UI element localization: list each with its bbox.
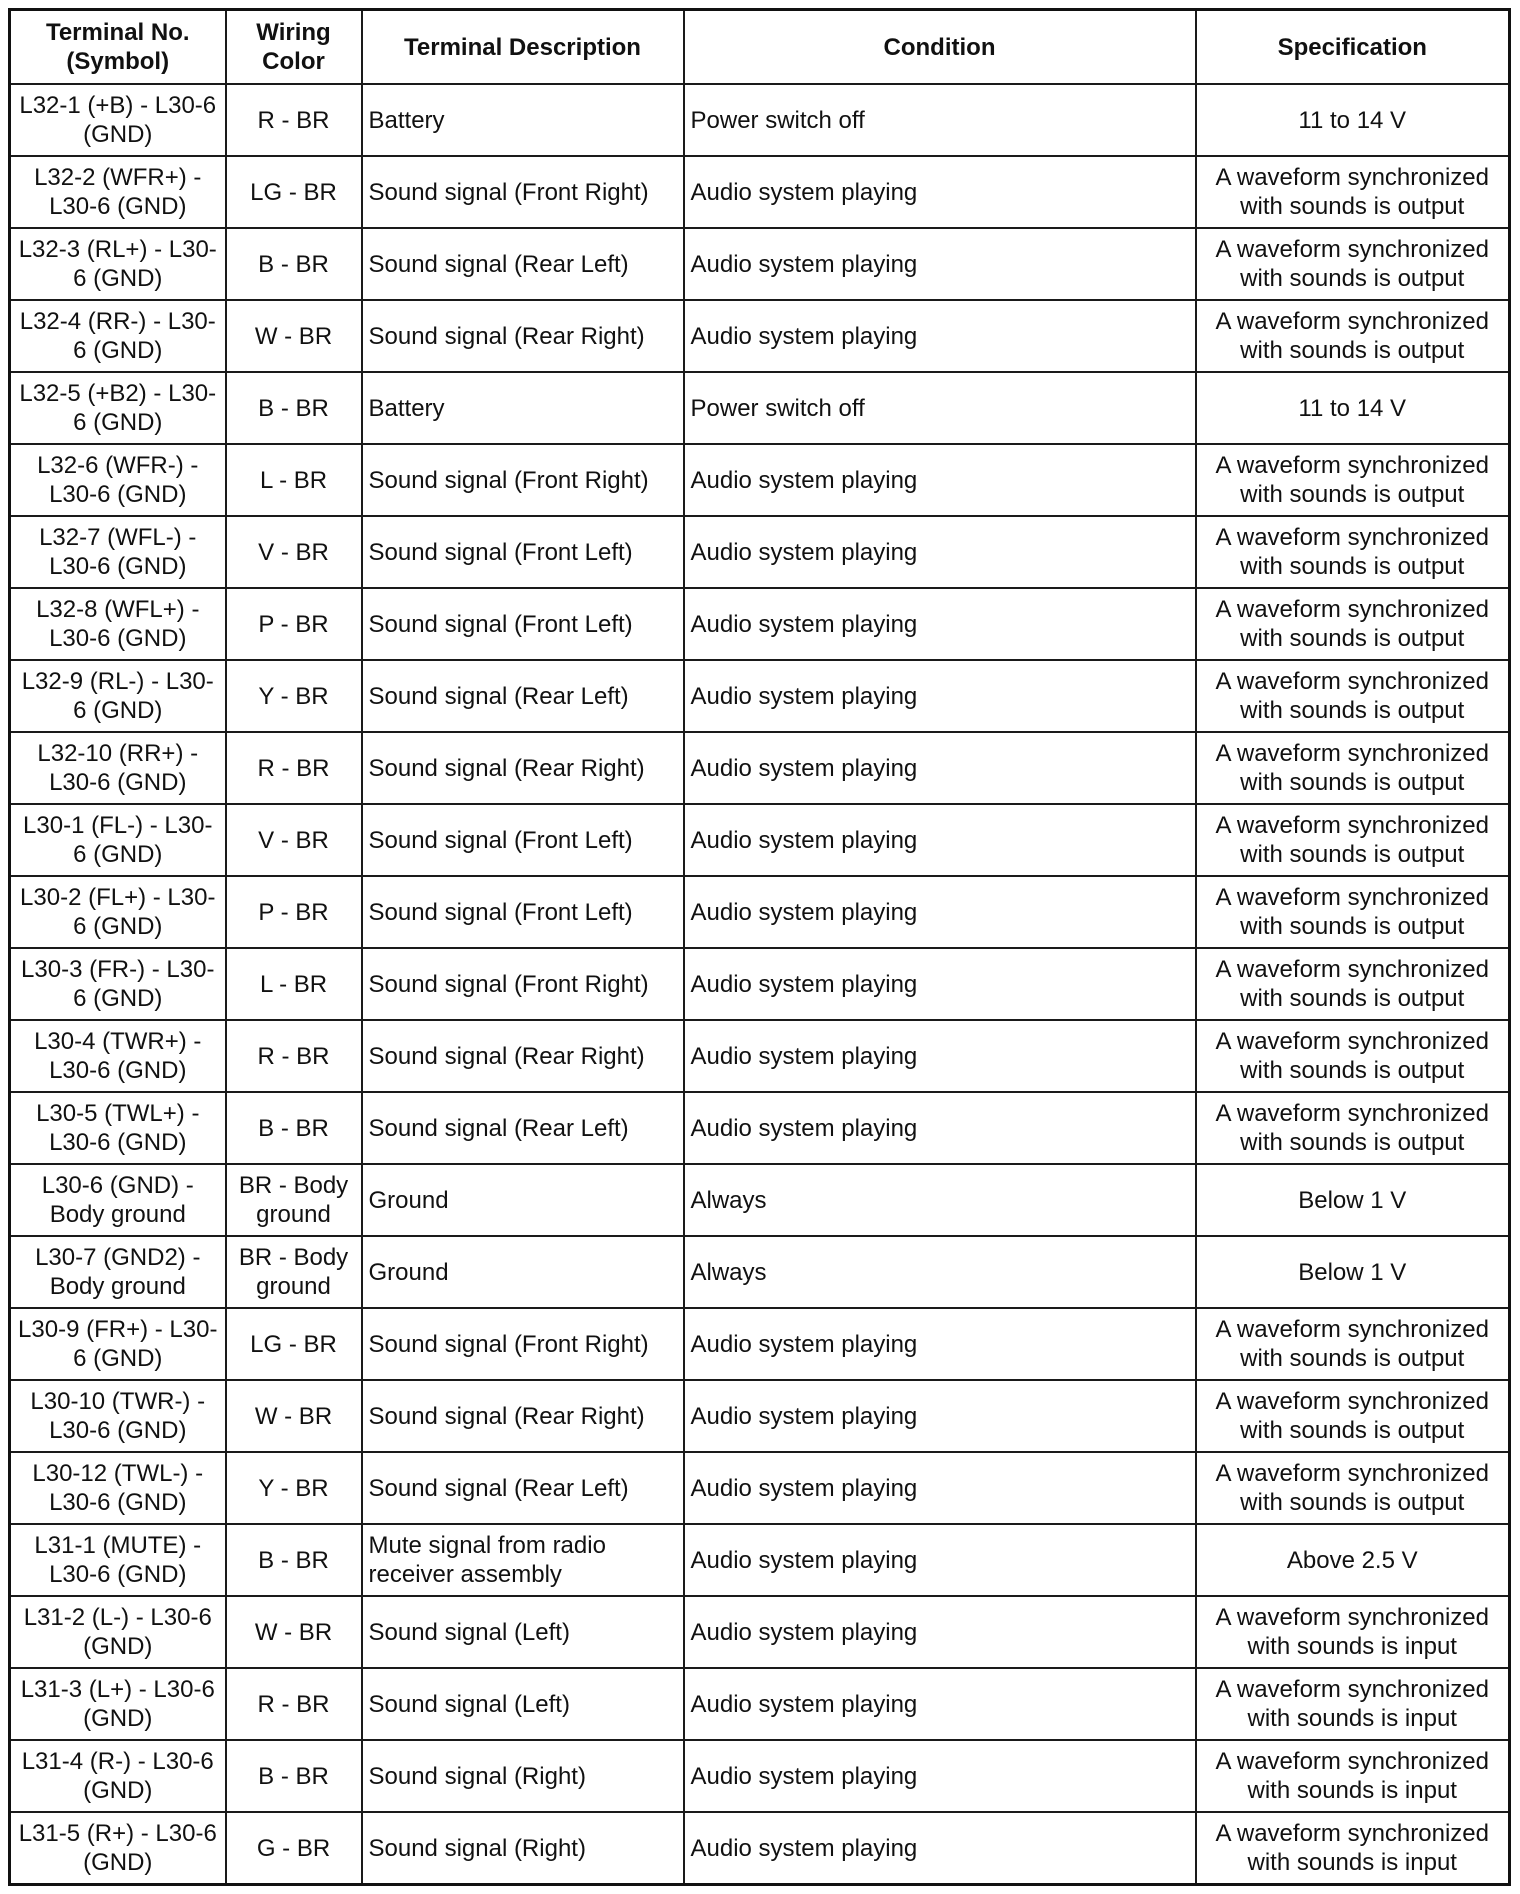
cell-terminal: L32-10 (RR+) - L30-6 (GND) xyxy=(10,732,226,804)
cell-specification: A waveform synchronized with sounds is output xyxy=(1196,876,1510,948)
cell-wiring-color: R - BR xyxy=(226,1020,362,1092)
cell-wiring-color: B - BR xyxy=(226,372,362,444)
cell-wiring-color: V - BR xyxy=(226,804,362,876)
cell-wiring-color: W - BR xyxy=(226,1380,362,1452)
cell-description: Ground xyxy=(362,1236,684,1308)
cell-terminal: L32-9 (RL-) - L30-6 (GND) xyxy=(10,660,226,732)
cell-specification: A waveform synchronized with sounds is output xyxy=(1196,1380,1510,1452)
table-row xyxy=(10,1812,1510,1885)
cell-wiring-color: Y - BR xyxy=(226,1452,362,1524)
cell-description: Sound signal (Front Left) xyxy=(362,588,684,660)
cell-description: Sound signal (Front Right) xyxy=(362,444,684,516)
cell-specification: A waveform synchronized with sounds is output xyxy=(1196,1308,1510,1380)
table-row xyxy=(10,1020,1510,1092)
cell-terminal: L32-1 (+B) - L30-6 (GND) xyxy=(10,84,226,156)
cell-condition: Always xyxy=(684,1236,1196,1308)
table-row xyxy=(10,1092,1510,1164)
cell-specification: A waveform synchronized with sounds is output xyxy=(1196,804,1510,876)
table-row xyxy=(10,1308,1510,1380)
table-body xyxy=(10,84,1510,1885)
cell-specification: A waveform synchronized with sounds is input xyxy=(1196,1596,1510,1668)
cell-specification: A waveform synchronized with sounds is output xyxy=(1196,1452,1510,1524)
cell-condition: Audio system playing xyxy=(684,1524,1196,1596)
cell-terminal: L32-2 (WFR+) - L30-6 (GND) xyxy=(10,156,226,228)
cell-description: Sound signal (Right) xyxy=(362,1812,684,1885)
cell-specification: 11 to 14 V xyxy=(1196,372,1510,444)
cell-wiring-color: B - BR xyxy=(226,1524,362,1596)
table-row xyxy=(10,1740,1510,1812)
cell-terminal: L31-4 (R-) - L30-6 (GND) xyxy=(10,1740,226,1812)
cell-condition: Audio system playing xyxy=(684,156,1196,228)
cell-wiring-color: G - BR xyxy=(226,1812,362,1885)
table-row xyxy=(10,660,1510,732)
cell-wiring-color: LG - BR xyxy=(226,156,362,228)
cell-terminal: L30-5 (TWL+) - L30-6 (GND) xyxy=(10,1092,226,1164)
cell-description: Sound signal (Left) xyxy=(362,1668,684,1740)
cell-condition: Audio system playing xyxy=(684,1452,1196,1524)
cell-wiring-color: BR - Body ground xyxy=(226,1164,362,1236)
cell-terminal: L31-2 (L-) - L30-6 (GND) xyxy=(10,1596,226,1668)
cell-specification: A waveform synchronized with sounds is output xyxy=(1196,228,1510,300)
cell-description: Sound signal (Right) xyxy=(362,1740,684,1812)
cell-specification: A waveform synchronized with sounds is output xyxy=(1196,588,1510,660)
cell-terminal: L32-8 (WFL+) - L30-6 (GND) xyxy=(10,588,226,660)
cell-terminal: L30-6 (GND) - Body ground xyxy=(10,1164,226,1236)
cell-description: Sound signal (Rear Left) xyxy=(362,1452,684,1524)
cell-specification: Above 2.5 V xyxy=(1196,1524,1510,1596)
cell-description: Battery xyxy=(362,84,684,156)
cell-terminal: L31-5 (R+) - L30-6 (GND) xyxy=(10,1812,226,1885)
cell-description: Sound signal (Front Right) xyxy=(362,156,684,228)
cell-description: Sound signal (Front Right) xyxy=(362,1308,684,1380)
cell-description: Sound signal (Rear Left) xyxy=(362,228,684,300)
cell-terminal: L30-2 (FL+) - L30-6 (GND) xyxy=(10,876,226,948)
cell-description: Sound signal (Rear Right) xyxy=(362,1380,684,1452)
cell-terminal: L30-10 (TWR-) - L30-6 (GND) xyxy=(10,1380,226,1452)
cell-wiring-color: V - BR xyxy=(226,516,362,588)
cell-specification: A waveform synchronized with sounds is output xyxy=(1196,660,1510,732)
cell-condition: Audio system playing xyxy=(684,228,1196,300)
table-row xyxy=(10,372,1510,444)
cell-condition: Audio system playing xyxy=(684,660,1196,732)
cell-description: Battery xyxy=(362,372,684,444)
cell-description: Sound signal (Front Left) xyxy=(362,516,684,588)
table-row xyxy=(10,228,1510,300)
cell-wiring-color: B - BR xyxy=(226,228,362,300)
cell-wiring-color: R - BR xyxy=(226,84,362,156)
cell-specification: A waveform synchronized with sounds is output xyxy=(1196,516,1510,588)
table-row xyxy=(10,84,1510,156)
cell-condition: Audio system playing xyxy=(684,300,1196,372)
cell-specification: A waveform synchronized with sounds is output xyxy=(1196,732,1510,804)
table-row xyxy=(10,804,1510,876)
cell-condition: Audio system playing xyxy=(684,1020,1196,1092)
cell-condition: Audio system playing xyxy=(684,732,1196,804)
cell-condition: Audio system playing xyxy=(684,1380,1196,1452)
cell-wiring-color: W - BR xyxy=(226,300,362,372)
cell-wiring-color: R - BR xyxy=(226,732,362,804)
cell-wiring-color: L - BR xyxy=(226,444,362,516)
cell-specification: A waveform synchronized with sounds is output xyxy=(1196,300,1510,372)
cell-terminal: L30-9 (FR+) - L30-6 (GND) xyxy=(10,1308,226,1380)
table-row xyxy=(10,1452,1510,1524)
cell-specification: 11 to 14 V xyxy=(1196,84,1510,156)
cell-description: Sound signal (Left) xyxy=(362,1596,684,1668)
cell-condition: Audio system playing xyxy=(684,1092,1196,1164)
table-row xyxy=(10,156,1510,228)
cell-specification: A waveform synchronized with sounds is output xyxy=(1196,156,1510,228)
cell-specification: A waveform synchronized with sounds is input xyxy=(1196,1740,1510,1812)
cell-description: Sound signal (Rear Left) xyxy=(362,1092,684,1164)
cell-specification: A waveform synchronized with sounds is output xyxy=(1196,1092,1510,1164)
cell-condition: Audio system playing xyxy=(684,1668,1196,1740)
cell-specification: A waveform synchronized with sounds is input xyxy=(1196,1812,1510,1885)
cell-specification: A waveform synchronized with sounds is input xyxy=(1196,1668,1510,1740)
table-row xyxy=(10,300,1510,372)
cell-condition: Audio system playing xyxy=(684,444,1196,516)
cell-condition: Audio system playing xyxy=(684,588,1196,660)
cell-description: Sound signal (Rear Right) xyxy=(362,732,684,804)
cell-condition: Audio system playing xyxy=(684,1596,1196,1668)
cell-terminal: L32-4 (RR-) - L30-6 (GND) xyxy=(10,300,226,372)
header-description: Terminal Description xyxy=(362,10,684,85)
cell-condition: Audio system playing xyxy=(684,1812,1196,1885)
cell-condition: Audio system playing xyxy=(684,1308,1196,1380)
cell-terminal: L30-4 (TWR+) - L30-6 (GND) xyxy=(10,1020,226,1092)
terminal-spec-table xyxy=(8,8,1511,1886)
cell-wiring-color: BR - Body ground xyxy=(226,1236,362,1308)
cell-description: Sound signal (Front Left) xyxy=(362,876,684,948)
cell-terminal: L30-1 (FL-) - L30-6 (GND) xyxy=(10,804,226,876)
cell-wiring-color: B - BR xyxy=(226,1740,362,1812)
cell-wiring-color: L - BR xyxy=(226,948,362,1020)
table-row xyxy=(10,876,1510,948)
cell-specification: Below 1 V xyxy=(1196,1236,1510,1308)
terminal-spec-sheet xyxy=(8,8,1508,1886)
table-row xyxy=(10,1164,1510,1236)
cell-specification: A waveform synchronized with sounds is output xyxy=(1196,1020,1510,1092)
table-header xyxy=(10,10,1510,85)
cell-wiring-color: P - BR xyxy=(226,588,362,660)
table-row xyxy=(10,444,1510,516)
cell-terminal: L31-3 (L+) - L30-6 (GND) xyxy=(10,1668,226,1740)
cell-terminal: L32-6 (WFR-) - L30-6 (GND) xyxy=(10,444,226,516)
table-row xyxy=(10,732,1510,804)
cell-condition: Audio system playing xyxy=(684,804,1196,876)
cell-description: Sound signal (Front Left) xyxy=(362,804,684,876)
cell-condition: Audio system playing xyxy=(684,876,1196,948)
cell-wiring-color: P - BR xyxy=(226,876,362,948)
table-row xyxy=(10,1524,1510,1596)
table-row xyxy=(10,1236,1510,1308)
cell-specification: A waveform synchronized with sounds is output xyxy=(1196,948,1510,1020)
header-row xyxy=(10,10,1510,85)
cell-terminal: L32-7 (WFL-) - L30-6 (GND) xyxy=(10,516,226,588)
cell-condition: Audio system playing xyxy=(684,948,1196,1020)
cell-description: Ground xyxy=(362,1164,684,1236)
cell-description: Sound signal (Rear Left) xyxy=(362,660,684,732)
cell-condition: Power switch off xyxy=(684,84,1196,156)
cell-wiring-color: LG - BR xyxy=(226,1308,362,1380)
cell-terminal: L30-12 (TWL-) - L30-6 (GND) xyxy=(10,1452,226,1524)
cell-terminal: L32-3 (RL+) - L30-6 (GND) xyxy=(10,228,226,300)
header-condition: Condition xyxy=(684,10,1196,85)
cell-wiring-color: W - BR xyxy=(226,1596,362,1668)
cell-specification: A waveform synchronized with sounds is output xyxy=(1196,444,1510,516)
cell-description: Sound signal (Front Right) xyxy=(362,948,684,1020)
table-row xyxy=(10,588,1510,660)
cell-condition: Audio system playing xyxy=(684,516,1196,588)
cell-terminal: L30-7 (GND2) - Body ground xyxy=(10,1236,226,1308)
cell-description: Mute signal from radio receiver assembly xyxy=(362,1524,684,1596)
cell-description: Sound signal (Rear Right) xyxy=(362,1020,684,1092)
table-row xyxy=(10,948,1510,1020)
cell-wiring-color: Y - BR xyxy=(226,660,362,732)
cell-terminal: L31-1 (MUTE) - L30-6 (GND) xyxy=(10,1524,226,1596)
cell-wiring-color: B - BR xyxy=(226,1092,362,1164)
table-row xyxy=(10,1380,1510,1452)
header-wiring-color: Wiring Color xyxy=(226,10,362,85)
cell-condition: Audio system playing xyxy=(684,1740,1196,1812)
cell-specification: Below 1 V xyxy=(1196,1164,1510,1236)
cell-terminal: L30-3 (FR-) - L30-6 (GND) xyxy=(10,948,226,1020)
header-terminal: Terminal No. (Symbol) xyxy=(10,10,226,85)
header-specification: Specification xyxy=(1196,10,1510,85)
table-row xyxy=(10,516,1510,588)
cell-terminal: L32-5 (+B2) - L30-6 (GND) xyxy=(10,372,226,444)
table-row xyxy=(10,1596,1510,1668)
cell-wiring-color: R - BR xyxy=(226,1668,362,1740)
cell-description: Sound signal (Rear Right) xyxy=(362,300,684,372)
table-row xyxy=(10,1668,1510,1740)
cell-condition: Always xyxy=(684,1164,1196,1236)
cell-condition: Power switch off xyxy=(684,372,1196,444)
